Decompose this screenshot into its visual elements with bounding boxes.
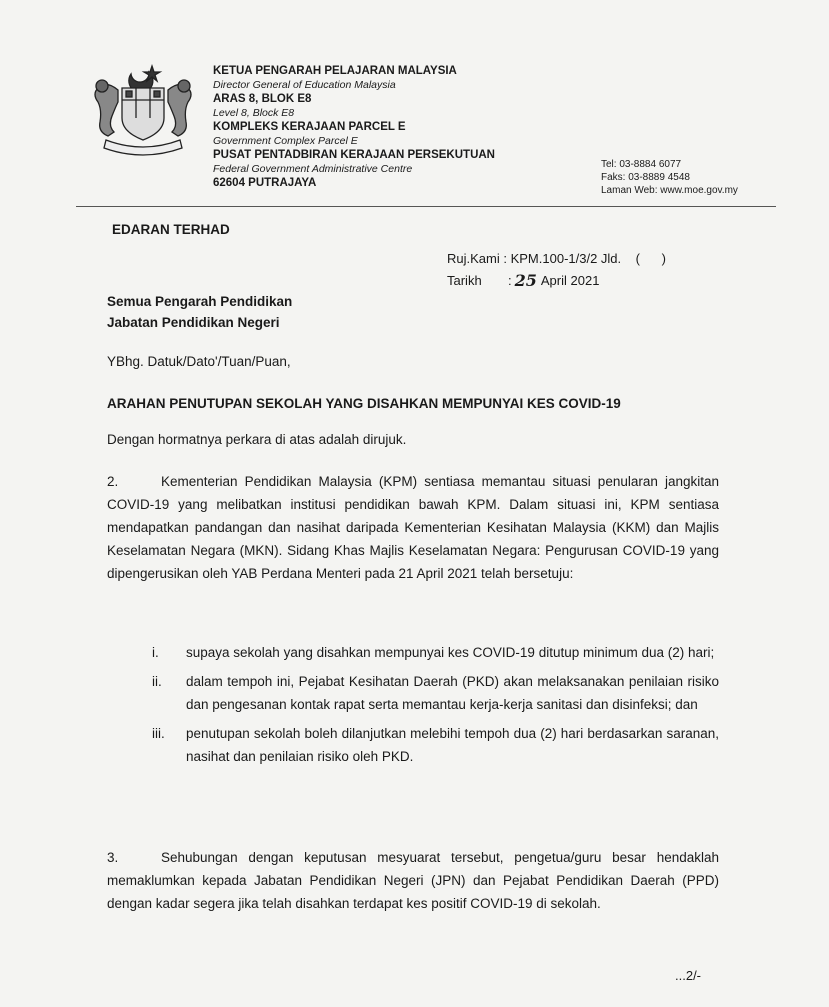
letterhead-line: Federal Government Administrative Centre xyxy=(213,163,413,175)
list-item xyxy=(152,722,719,768)
date-label: Tarikh xyxy=(447,273,482,288)
ref-number: KPM.100-1/3/2 Jld. ( ) xyxy=(510,251,666,266)
letterhead-line: 62604 PUTRAJAYA xyxy=(213,177,317,189)
letterhead-address xyxy=(213,64,573,190)
list-item-number: i. xyxy=(152,645,159,660)
fax-number: Faks: 03-8889 4548 xyxy=(601,172,690,183)
coat-of-arms-emblem xyxy=(84,60,202,160)
date-day-handwritten: 25 xyxy=(514,271,537,290)
website: Laman Web: www.moe.gov.my xyxy=(601,185,738,196)
list-item-number: iii. xyxy=(152,726,165,741)
list-item-text: dalam tempoh ini, Pejabat Kesihatan Daerah (PKD) akan melaksanakan penilaian risiko dan pengesanan kontak rapat serta memantau kerja-kerja sanitasi dan disinfeksi; dan xyxy=(186,674,719,712)
classification-label: EDARAN TERHAD xyxy=(112,222,230,237)
reference-block xyxy=(447,248,666,292)
ref-label: Ruj.Kami : xyxy=(447,251,507,266)
recipient-line1: Semua Pengarah Pendidikan xyxy=(107,294,293,309)
letterhead-line: ARAS 8, BLOK E8 xyxy=(213,93,312,105)
paragraph-number: 3. xyxy=(107,850,119,865)
list-item xyxy=(152,641,719,664)
opening-line: Dengan hormatnya perkara di atas adalah dirujuk. xyxy=(107,432,407,447)
letterhead-line: Government Complex Parcel E xyxy=(213,135,358,147)
resolution-list xyxy=(152,641,719,768)
letterhead-line: PUSAT PENTADBIRAN KERAJAAN PERSEKUTUAN xyxy=(213,149,495,161)
date-month-year: April 2021 xyxy=(540,273,600,288)
date-separator: : xyxy=(508,273,512,288)
paragraph-number: 2. xyxy=(107,474,119,489)
page-continuation-marker: ...2/- xyxy=(675,968,702,983)
subject-heading: ARAHAN PENUTUPAN SEKOLAH YANG DISAHKAN MEMPUNYAI KES COVID-19 xyxy=(107,396,621,411)
phone-number: Tel: 03-8884 6077 xyxy=(601,159,682,170)
paragraph-2 xyxy=(107,470,719,585)
letterhead-line: Director General of Education Malaysia xyxy=(213,79,396,91)
letterhead-divider xyxy=(76,206,776,207)
list-item xyxy=(152,670,719,716)
list-item-text: penutupan sekolah boleh dilanjutkan melebihi tempoh dua (2) hari berdasarkan saranan, nasihat dan penilaian risiko oleh PKD. xyxy=(186,726,719,764)
letterhead-line: KETUA PENGARAH PELAJARAN MALAYSIA xyxy=(213,65,457,77)
paragraph-text: Kementerian Pendidikan Malaysia (KPM) sentiasa memantau situasi penularan jangkitan COVID-19 yang melibatkan institusi pendidikan bawah KPM. Dalam situasi ini, KPM sentiasa mendapatkan pandangan dan nasihat daripada Kementerian Kesihatan Malaysia (KKM) dan Majlis Keselamatan Negara (MKN). Sidang Khas Majlis Keselamatan Negara: Pengurusan COVID-19 yang dipengerusikan oleh YAB Perdana Menteri pada 21 April 2021 telah bersetuju: xyxy=(107,474,719,581)
paragraph-text: Sehubungan dengan keputusan mesyuarat tersebut, pengetua/guru besar hendaklah memaklumkan kepada Jabatan Pendidikan Negeri (JPN) dan Pejabat Pendidikan Daerah (PPD) dengan kadar segera jika telah disahkan terdapat kes positif COVID-19 di sekolah. xyxy=(107,850,719,911)
list-item-number: ii. xyxy=(152,674,162,689)
contact-info xyxy=(601,158,738,197)
letterhead-line: KOMPLEKS KERAJAAN PARCEL E xyxy=(213,121,406,133)
recipient-line2: Jabatan Pendidikan Negeri xyxy=(107,315,280,330)
list-item-text: supaya sekolah yang disahkan mempunyai kes COVID-19 ditutup minimum dua (2) hari; xyxy=(186,645,715,660)
letterhead-line: Level 8, Block E8 xyxy=(213,107,295,119)
paragraph-3 xyxy=(107,846,719,915)
salutation: YBhg. Datuk/Dato'/Tuan/Puan, xyxy=(107,354,291,369)
